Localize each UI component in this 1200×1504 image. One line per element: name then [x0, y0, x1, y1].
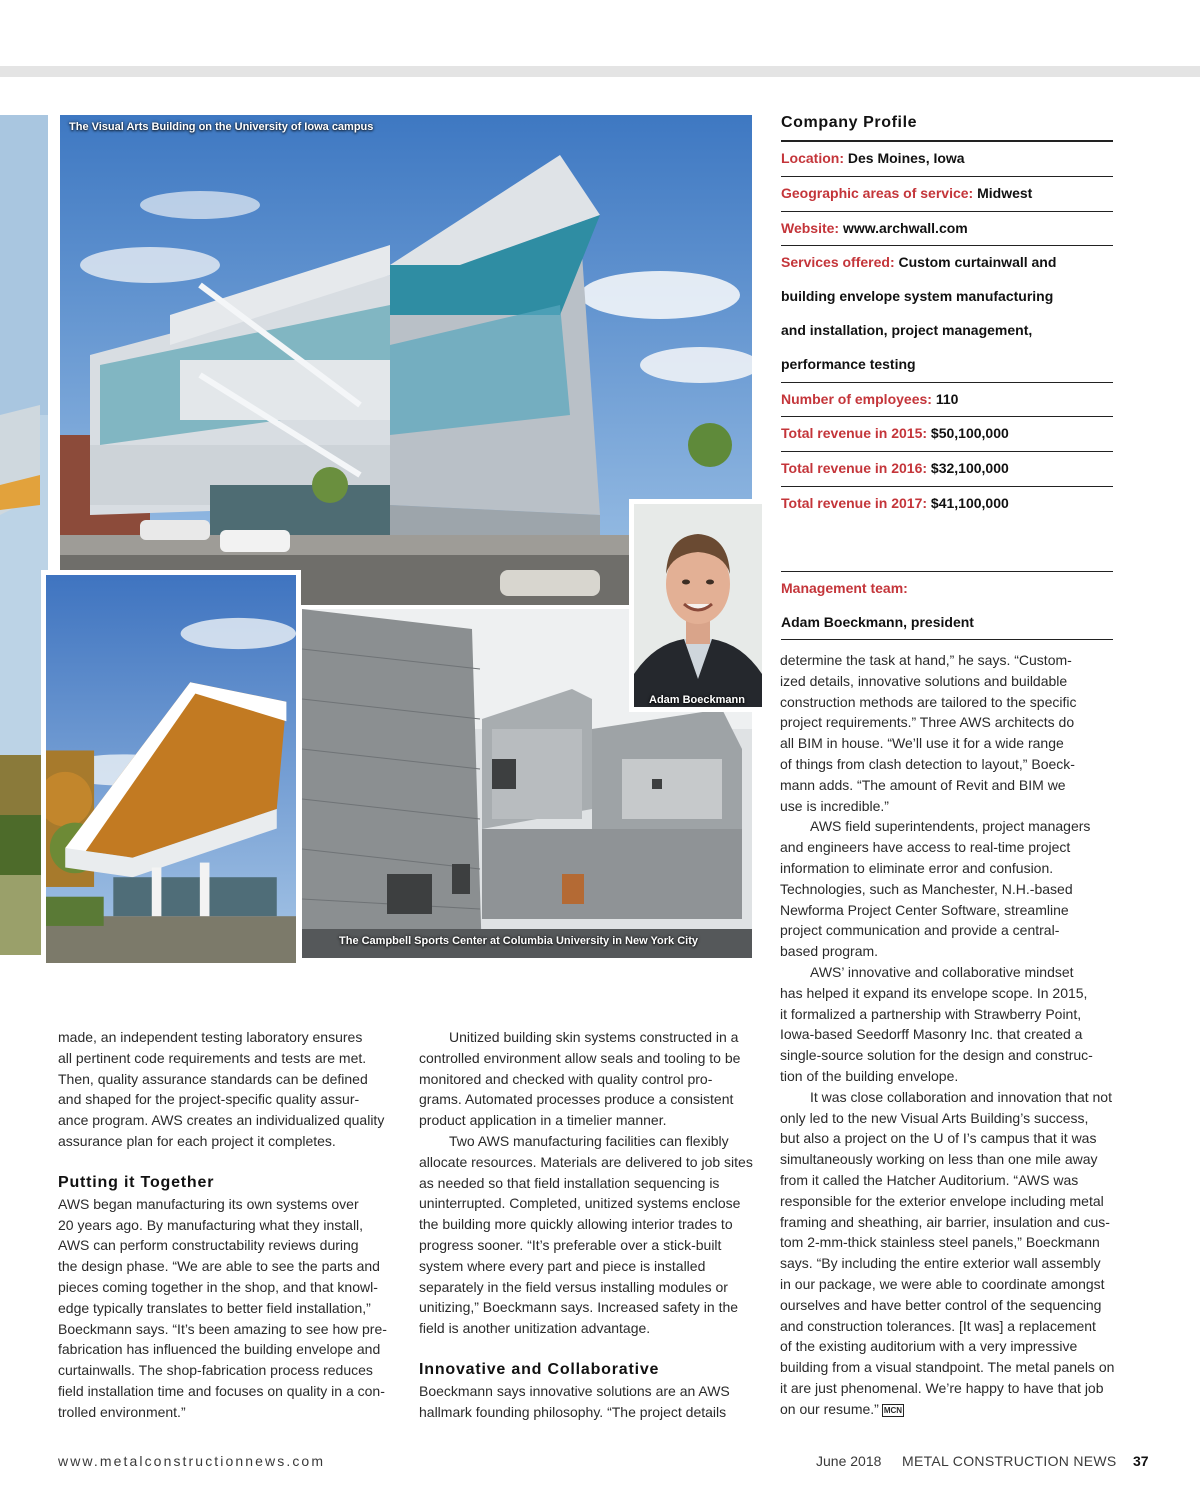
text-line: all pertinent code requirements and tests are met. — [58, 1049, 367, 1066]
profile-revenue-2016 — [781, 452, 1113, 487]
text-line: responsible for the exterior envelope including metal — [780, 1192, 1104, 1209]
text-line: framing and sheathing, air barrier, insulation and cus- — [780, 1213, 1110, 1230]
text-line: and engineers have access to real-time project — [780, 839, 1071, 856]
text-line: Boeckmann says. “It’s been amazing to see how pre- — [58, 1320, 387, 1337]
text-line: trolled environment.” — [58, 1403, 186, 1420]
text-line: AWS field superintendents, project managers — [810, 818, 1091, 835]
campbell-caption: The Campbell Sports Center at Columbia University in New York City — [339, 935, 699, 947]
geo-label: Geographic areas of service: — [781, 184, 974, 201]
website-label: Website: — [781, 219, 840, 236]
revenue-2017-value: $41,100,000 — [930, 494, 1009, 511]
website-value: www.archwall.com — [842, 219, 968, 236]
text-line: unitizing,” Boeckmann says. Increased safety in the — [419, 1299, 739, 1316]
text-line: project communication and provide a central- — [780, 922, 1060, 939]
text-line: Two AWS manufacturing facilities can flexibly — [449, 1132, 729, 1149]
text-line: of things from clash detection to layout,” Boeck- — [780, 755, 1075, 772]
employees-label: Number of employees: — [781, 390, 932, 407]
col2-paragraph-3 — [419, 1381, 759, 1423]
text-line: use is incredible.” — [780, 797, 889, 814]
text-line: controlled environment allow seals and tooling to be — [419, 1049, 741, 1066]
heading-innovative-and-collaborative: Innovative and Collaborative — [419, 1360, 660, 1378]
company-profile-box — [781, 110, 1113, 640]
revenue-2017-label: Total revenue in 2017: — [781, 494, 928, 511]
text-line: project requirements.” Three AWS architects do — [780, 714, 1075, 731]
curved-auditorium-photo — [41, 570, 301, 968]
company-profile-title: Company Profile — [781, 110, 1113, 142]
text-line: hallmark founding philosophy. “The project details — [419, 1403, 727, 1420]
profile-revenue-2015 — [781, 417, 1113, 452]
col3-paragraph-4 — [780, 1087, 1125, 1420]
text-line: separately in the field versus installing modules or — [419, 1278, 728, 1295]
text-line: assurance plan for each project it completes. — [58, 1132, 336, 1149]
article-column-3 — [780, 650, 1125, 1419]
text-line: curtainwalls. The shop-fabrication process reduces — [58, 1362, 373, 1379]
text-line: of the existing auditorium with a very impressive — [780, 1338, 1078, 1355]
services-line-3: and installation, project management, — [781, 321, 1033, 338]
profile-services — [781, 246, 1113, 382]
text-line: allocate resources. Materials are delivered to job sites — [419, 1153, 753, 1170]
revenue-2016-value: $32,100,000 — [930, 460, 1009, 477]
portrait-photo — [629, 499, 767, 712]
profile-management-value-row — [781, 606, 1113, 641]
profile-geographic-areas — [781, 177, 1113, 212]
text-line: tion of the building envelope. — [780, 1067, 959, 1084]
article-column-1 — [58, 1027, 398, 1423]
text-line: as needed so that field installation sequencing is — [419, 1174, 720, 1191]
text-line: mann adds. “The amount of Revit and BIM we — [780, 776, 1066, 793]
text-line: the design phase. “We are able to see the parts and — [58, 1258, 380, 1275]
text-line: it formalized a partnership with Strawberry Point, — [780, 1005, 1082, 1022]
text-line: Technologies, such as Manchester, N.H.-based — [780, 880, 1073, 897]
services-line-4: performance testing — [781, 355, 916, 372]
text-line: field installation time and focuses on quality in a con- — [58, 1382, 385, 1399]
text-line: Boeckmann says innovative solutions are an AWS — [419, 1382, 730, 1399]
footer-website: www.metalconstructionnews.com — [58, 1453, 326, 1469]
footer-page-number: 37 — [1133, 1453, 1149, 1469]
text-line: AWS can perform constructability reviews during — [58, 1237, 359, 1254]
text-line: on our resume.” — [780, 1400, 879, 1417]
revenue-2015-label: Total revenue in 2015: — [781, 425, 928, 442]
article-column-2 — [419, 1027, 759, 1423]
profile-website — [781, 212, 1113, 247]
services-line-2: building envelope system manufacturing — [781, 288, 1054, 305]
text-line: product application in a timelier manner. — [419, 1112, 667, 1129]
top-divider-bar — [0, 66, 1200, 77]
text-line: the building more quickly allowing interior trades to — [419, 1216, 733, 1233]
text-line: and shaped for the project-specific quality assur- — [58, 1091, 360, 1108]
text-line: simultaneously working on less than one mile away — [780, 1151, 1098, 1168]
col2-paragraph-2 — [419, 1131, 759, 1339]
text-line: uninterrupted. Completed, unitized systems enclose — [419, 1195, 741, 1212]
text-line: in our package, we were able to coordinate amongst — [780, 1275, 1105, 1292]
text-line: AWS began manufacturing its own systems over — [58, 1195, 359, 1212]
text-line: construction methods are tailored to the specific — [780, 693, 1077, 710]
geo-value: Midwest — [977, 184, 1033, 201]
text-line: system where every part and piece is installed — [419, 1257, 706, 1274]
services-line-1: Custom curtainwall and — [898, 254, 1057, 271]
text-line: pieces coming together in the shop, and that knowl- — [58, 1278, 378, 1295]
text-line: Then, quality assurance standards can be defined — [58, 1070, 368, 1087]
col3-paragraph-3 — [780, 962, 1125, 1087]
revenue-2016-label: Total revenue in 2016: — [781, 460, 928, 477]
text-line: progress sooner. “It’s preferable over a stick-built — [419, 1236, 722, 1253]
mcn-end-mark-icon: MCN — [883, 1405, 903, 1415]
text-line: determine the task at hand,” he says. “Custom- — [780, 652, 1072, 668]
text-line: AWS’ innovative and collaborative mindset — [810, 963, 1074, 980]
location-value: Des Moines, Iowa — [847, 150, 965, 166]
col1-paragraph-2 — [58, 1194, 398, 1423]
text-line: tom 2-mm-thick stainless steel panels,” Boeckmann — [780, 1234, 1100, 1251]
footer-date: June 2018 — [816, 1453, 882, 1469]
text-line: Unitized building skin systems constructed in a — [449, 1029, 739, 1045]
services-label: Services offered: — [781, 254, 895, 271]
heading-putting-it-together: Putting it Together — [58, 1173, 215, 1191]
profile-management-label-row — [781, 572, 1113, 606]
text-line: ourselves and have better control of the sequencing — [780, 1296, 1102, 1313]
text-line: and construction tolerances. [It was] a replacement — [780, 1317, 1096, 1334]
location-label: Location: — [781, 150, 844, 166]
management-value: Adam Boeckmann, president — [781, 613, 974, 630]
text-line: it are just phenomenal. We’re happy to have that job — [780, 1379, 1104, 1396]
profile-employees — [781, 383, 1113, 418]
text-line: has helped it expand its envelope scope. In 2015, — [780, 984, 1088, 1001]
text-line: fabrication has influenced the building envelope and — [58, 1341, 381, 1358]
revenue-2015-value: $50,100,000 — [930, 425, 1009, 442]
text-line: from it called the Hatcher Auditorium. “AWS was — [780, 1171, 1079, 1188]
text-line: Iowa-based Seedorff Masonry Inc. that created a — [780, 1026, 1083, 1043]
portrait-caption: Adam Boeckmann — [649, 694, 745, 706]
text-line: field is another unitization advantage. — [419, 1320, 651, 1337]
employees-value: 110 — [935, 390, 959, 407]
col3-paragraph-2 — [780, 816, 1125, 962]
text-line: information to eliminate error and confusion. — [780, 859, 1054, 876]
text-line: single-source solution for the design and construc- — [780, 1047, 1093, 1064]
text-line: grams. Automated processes produce a consistent — [419, 1091, 734, 1108]
text-line: ance program. AWS creates an individualized quality — [58, 1112, 385, 1129]
text-line: 20 years ago. By manufacturing what they install, — [58, 1216, 364, 1233]
text-line: ized details, innovative solutions and buildable — [780, 672, 1068, 689]
visual-arts-caption: The Visual Arts Building on the University of Iowa campus — [69, 121, 374, 133]
text-line: but also a project on the U of I’s campus that it was — [780, 1130, 1097, 1147]
profile-location — [781, 142, 1113, 177]
text-line: building from a visual standpoint. The metal panels on — [780, 1359, 1115, 1376]
profile-revenue-2017 — [781, 487, 1113, 521]
col1-paragraph-1 — [58, 1027, 398, 1152]
management-label: Management team: — [781, 579, 908, 596]
text-line: It was close collaboration and innovation that not — [810, 1088, 1112, 1105]
text-line: monitored and checked with quality control pro- — [419, 1070, 713, 1087]
text-line-last — [780, 1399, 1125, 1420]
text-line: based program. — [780, 943, 879, 960]
text-line: edge typically translates to better field installation,” — [58, 1299, 371, 1316]
text-line: only led to the new Visual Arts Building’s success, — [780, 1109, 1089, 1126]
text-line: says. “By including the entire exterior wall assembly — [780, 1255, 1101, 1272]
col3-paragraph-1 — [780, 650, 1125, 816]
col2-paragraph-1 — [419, 1027, 759, 1131]
text-line: Newforma Project Center Software, streamline — [780, 901, 1069, 918]
text-line: made, an independent testing laboratory ensures — [58, 1029, 363, 1045]
text-line: all BIM in house. “We’ll use it for a wide range — [780, 735, 1064, 752]
footer-publication: METAL CONSTRUCTION NEWS — [902, 1453, 1117, 1469]
profile-divider — [781, 521, 1113, 572]
